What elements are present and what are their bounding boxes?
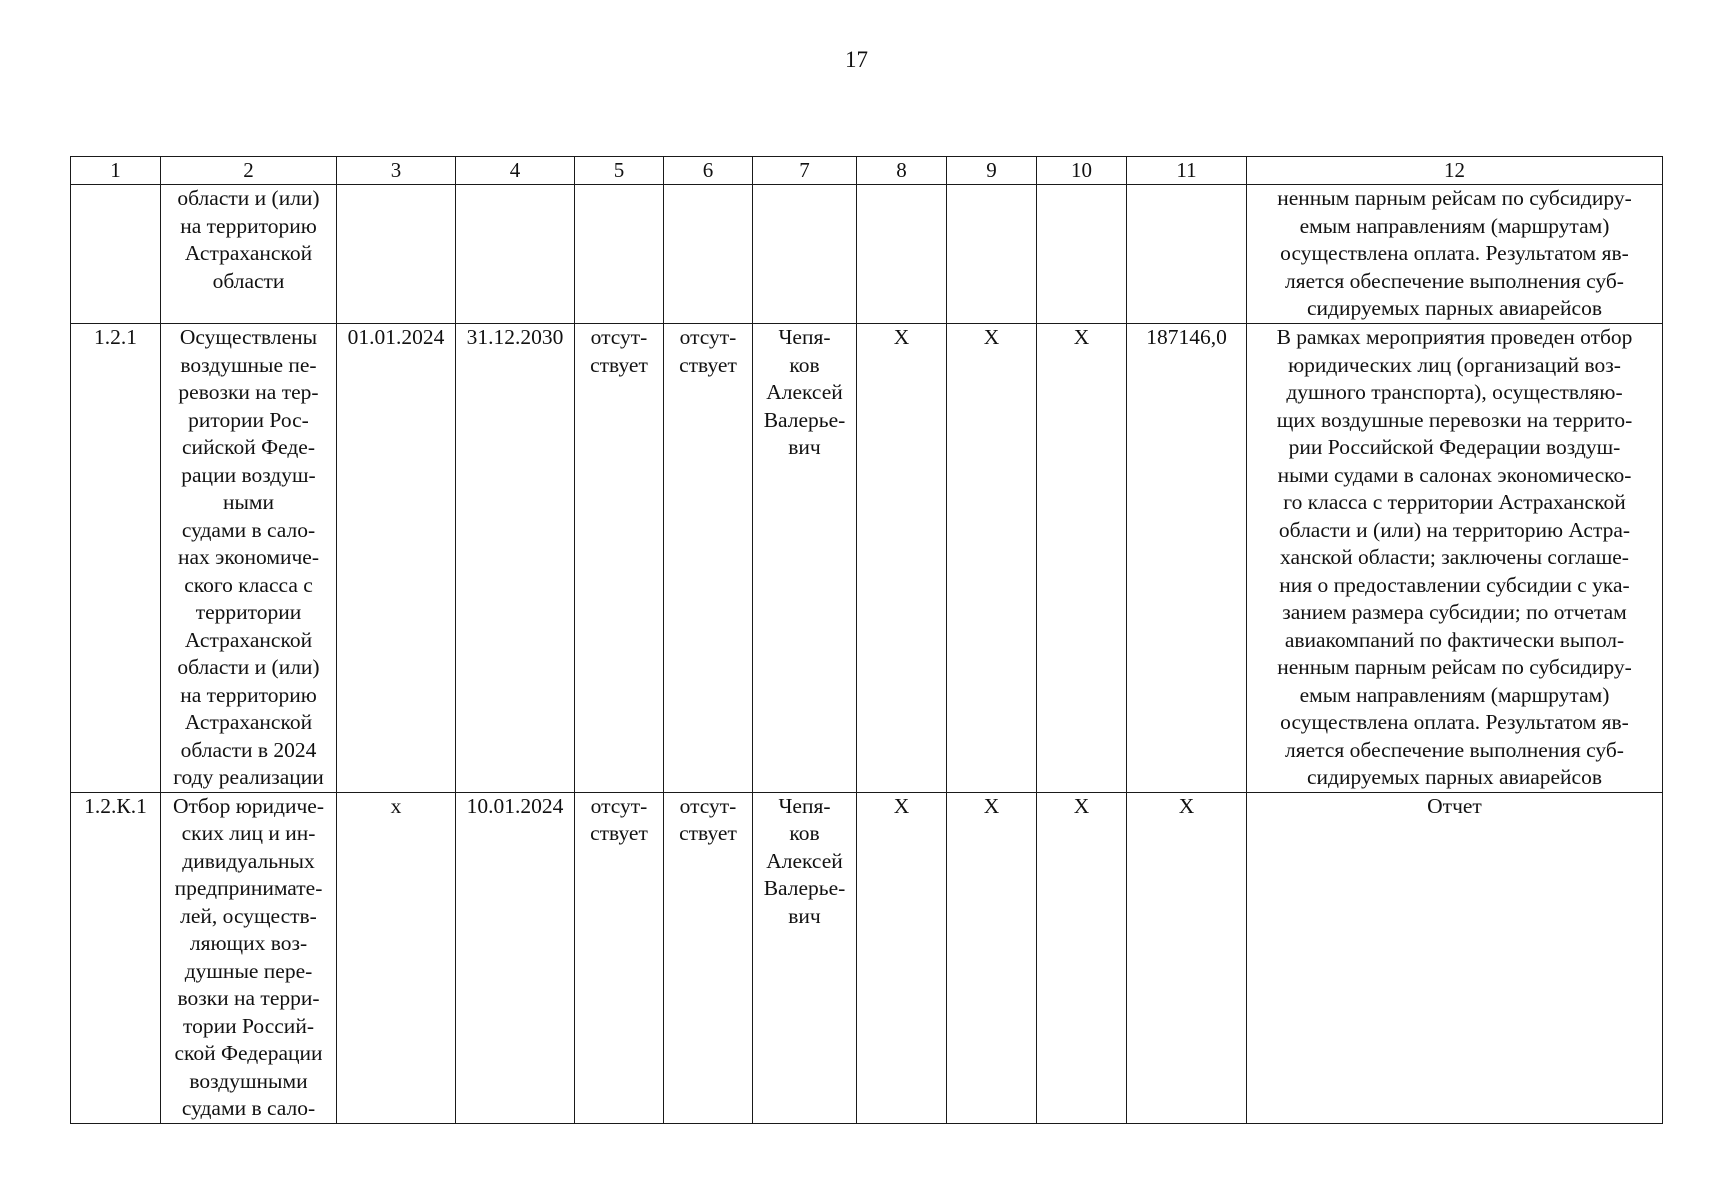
cell-responsible: Чепя- ков Алексей Валерье- вич — [753, 792, 857, 1123]
cell-number: 1.2.К.1 — [71, 792, 161, 1123]
measures-table — [70, 156, 1663, 1124]
cell-description: области и (или) на территорию Астраханской области — [161, 185, 337, 324]
cell-result: Отчет — [1247, 792, 1663, 1123]
column-header: 3 — [337, 157, 456, 185]
cell-start-date: x — [337, 792, 456, 1123]
cell-col6: отсут- ствует — [664, 324, 753, 793]
cell-start-date: 01.01.2024 — [337, 324, 456, 793]
cell-start-date — [337, 185, 456, 324]
cell-end-date — [456, 185, 575, 324]
cell-responsible — [753, 185, 857, 324]
cell-number — [71, 185, 161, 324]
cell-number: 1.2.1 — [71, 324, 161, 793]
column-header: 2 — [161, 157, 337, 185]
column-header: 4 — [456, 157, 575, 185]
cell-col8: X — [857, 792, 947, 1123]
cell-col6: отсут- ствует — [664, 792, 753, 1123]
cell-col9 — [947, 185, 1037, 324]
table-row — [71, 185, 1663, 324]
cell-col8: X — [857, 324, 947, 793]
cell-col9: X — [947, 792, 1037, 1123]
cell-result: ненным парным рейсам по субсидиру- емым направлениям (маршрутам) осуществлена оплата. Результатом яв- ляется обеспечение выполнения суб- сидируемых парных авиарейсов — [1247, 185, 1663, 324]
cell-amount: X — [1127, 792, 1247, 1123]
cell-col10: X — [1037, 792, 1127, 1123]
cell-col5: отсут- ствует — [575, 324, 664, 793]
column-header: 12 — [1247, 157, 1663, 185]
cell-end-date: 31.12.2030 — [456, 324, 575, 793]
column-header: 5 — [575, 157, 664, 185]
column-header: 8 — [857, 157, 947, 185]
cell-responsible: Чепя- ков Алексей Валерье- вич — [753, 324, 857, 793]
cell-amount — [1127, 185, 1247, 324]
cell-col9: X — [947, 324, 1037, 793]
cell-description: Отбор юридиче- ских лиц и ин- дивидуальных предпринимате- лей, осуществ- ляющих воз- душные пере- возки на терри- тории Россий- ской Федерации воздушными судами в сало- — [161, 792, 337, 1123]
cell-result: В рамках мероприятия проведен отбор юридических лиц (организаций воз- душного транспорта), осуществляю- щих воздушные перевозки на террито- рии Российской Федерации воздуш- ными судами в салонах экономическо- го класса с территории Астраханской области и (или) на территорию Астра- ханской области; заключены соглаше- ния о предоставлении субсидии с ука- занием размера субсидии; по отчетам авиакомпаний по фактически выпол- ненным парным рейсам по субсидиру- емым направлениям (маршрутам) осуществлена оплата. Результатом яв- ляется обеспечение выполнения суб- сидируемых парных авиарейсов — [1247, 324, 1663, 793]
cell-description: Осуществлены воздушные пе- ревозки на тер- ритории Рос- сийской Феде- рации воздуш- ными судами в сало- нах экономиче- ского класса с территории Астраханской области и (или) на территорию Астраханской области в 2024 году реализации — [161, 324, 337, 793]
cell-col10 — [1037, 185, 1127, 324]
column-header: 9 — [947, 157, 1037, 185]
cell-col6 — [664, 185, 753, 324]
table-row — [71, 792, 1663, 1123]
cell-col5: отсут- ствует — [575, 792, 664, 1123]
cell-col10: X — [1037, 324, 1127, 793]
cell-amount: 187146,0 — [1127, 324, 1247, 793]
column-header: 10 — [1037, 157, 1127, 185]
cell-col5 — [575, 185, 664, 324]
table-header-row — [71, 157, 1663, 185]
column-header: 11 — [1127, 157, 1247, 185]
column-header: 1 — [71, 157, 161, 185]
cell-end-date: 10.01.2024 — [456, 792, 575, 1123]
table-row — [71, 324, 1663, 793]
column-header: 7 — [753, 157, 857, 185]
cell-col8 — [857, 185, 947, 324]
page-number: 17 — [845, 47, 868, 72]
column-header: 6 — [664, 157, 753, 185]
